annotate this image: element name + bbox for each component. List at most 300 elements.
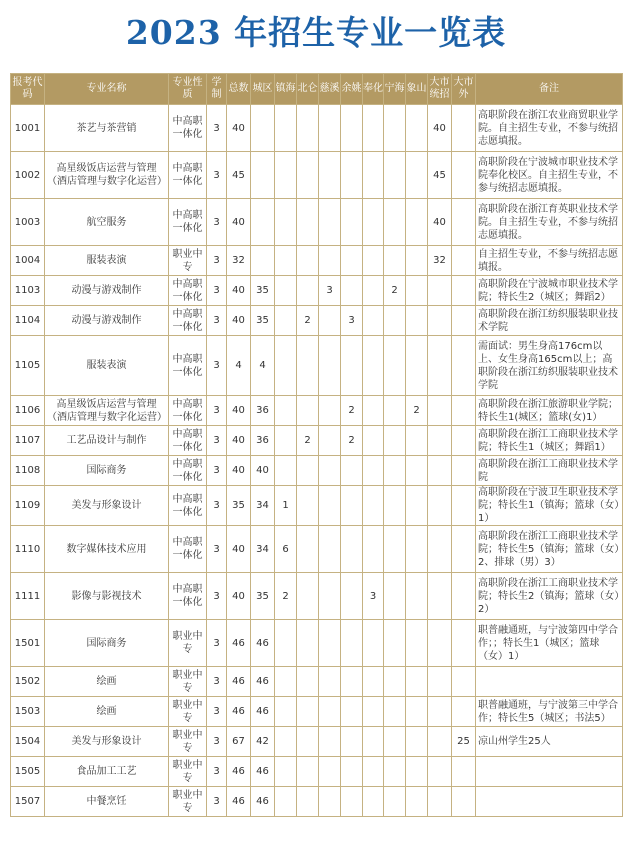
cell-outside: 25 — [452, 727, 476, 757]
cell-yuyao: 2 — [341, 396, 363, 426]
cell-total: 46 — [227, 697, 251, 727]
cell-fenghua — [363, 246, 384, 276]
cell-yuyao — [341, 199, 363, 246]
cell-city: 46 — [251, 697, 275, 727]
cell-beilun — [297, 667, 319, 697]
cell-city: 35 — [251, 276, 275, 306]
cell-note — [476, 757, 623, 787]
cell-beilun — [297, 199, 319, 246]
cell-name: 美发与形象设计 — [45, 727, 169, 757]
cell-xiangshan — [406, 787, 428, 817]
cell-kind: 中高职一体化 — [169, 486, 207, 526]
cell-zhenhai — [275, 787, 297, 817]
cell-zhenhai — [275, 697, 297, 727]
cell-ninghai — [384, 757, 406, 787]
cell-city: 34 — [251, 486, 275, 526]
cell-code: 1504 — [11, 727, 45, 757]
header-xiangshan: 象山 — [406, 74, 428, 105]
cell-years: 3 — [207, 306, 227, 336]
header-ninghai: 宁海 — [384, 74, 406, 105]
cell-note: 职普融通班，与宁波第四中学合作；；特长生1（城区；篮球（女）1） — [476, 620, 623, 667]
cell-xiangshan: 2 — [406, 396, 428, 426]
cell-beilun — [297, 727, 319, 757]
table-row — [11, 697, 623, 727]
cell-xiangshan — [406, 667, 428, 697]
cell-years: 3 — [207, 276, 227, 306]
cell-fenghua — [363, 620, 384, 667]
cell-note: 高职阶段在浙江工商职业技术学院；特长生2（镇海；篮球（女）2） — [476, 573, 623, 620]
cell-zhenhai — [275, 426, 297, 456]
cell-xiangshan — [406, 105, 428, 152]
cell-kind: 中高职一体化 — [169, 105, 207, 152]
cell-city-wide: 40 — [428, 199, 452, 246]
cell-kind: 中高职一体化 — [169, 199, 207, 246]
table-row — [11, 620, 623, 667]
cell-yuyao — [341, 757, 363, 787]
cell-cixi — [319, 336, 341, 396]
cell-zhenhai: 6 — [275, 526, 297, 573]
cell-cixi — [319, 306, 341, 336]
cell-zhenhai — [275, 396, 297, 426]
cell-ninghai — [384, 620, 406, 667]
cell-code: 1108 — [11, 456, 45, 486]
cell-city — [251, 199, 275, 246]
cell-total: 46 — [227, 787, 251, 817]
cell-zhenhai — [275, 667, 297, 697]
cell-yuyao — [341, 573, 363, 620]
table-row — [11, 526, 623, 573]
cell-city: 46 — [251, 757, 275, 787]
cell-note — [476, 667, 623, 697]
cell-beilun — [297, 526, 319, 573]
cell-city-wide — [428, 486, 452, 526]
header-fenghua: 奉化 — [363, 74, 384, 105]
cell-note: 凉山州学生25人 — [476, 727, 623, 757]
cell-beilun — [297, 246, 319, 276]
cell-yuyao: 3 — [341, 306, 363, 336]
cell-fenghua — [363, 526, 384, 573]
cell-years: 3 — [207, 727, 227, 757]
cell-beilun — [297, 396, 319, 426]
cell-fenghua — [363, 152, 384, 199]
cell-total: 40 — [227, 456, 251, 486]
cell-yuyao — [341, 246, 363, 276]
cell-name: 高星级饭店运营与管理（酒店管理与数字化运营） — [45, 396, 169, 426]
cell-code: 1001 — [11, 105, 45, 152]
cell-kind: 中高职一体化 — [169, 396, 207, 426]
header-beilun: 北仑 — [297, 74, 319, 105]
cell-zhenhai — [275, 727, 297, 757]
cell-cixi — [319, 456, 341, 486]
cell-ninghai — [384, 246, 406, 276]
cell-code: 1002 — [11, 152, 45, 199]
cell-outside — [452, 152, 476, 199]
cell-xiangshan — [406, 276, 428, 306]
cell-kind: 职业中专 — [169, 246, 207, 276]
cell-zhenhai — [275, 306, 297, 336]
header-yuyao: 余姚 — [341, 74, 363, 105]
cell-name: 茶艺与茶营销 — [45, 105, 169, 152]
cell-ninghai: 2 — [384, 276, 406, 306]
cell-note: 高职阶段在宁波城市职业技术学院；特长生2（城区；舞蹈2） — [476, 276, 623, 306]
table-row — [11, 667, 623, 697]
cell-cixi — [319, 199, 341, 246]
cell-city-wide — [428, 757, 452, 787]
cell-note: 自主招生专业，不参与统招志愿填报。 — [476, 246, 623, 276]
cell-total: 35 — [227, 486, 251, 526]
cell-city: 46 — [251, 620, 275, 667]
cell-cixi — [319, 526, 341, 573]
cell-beilun — [297, 456, 319, 486]
cell-name: 服装表演 — [45, 246, 169, 276]
cell-name: 美发与形象设计 — [45, 486, 169, 526]
cell-city-wide: 45 — [428, 152, 452, 199]
cell-name: 国际商务 — [45, 456, 169, 486]
cell-yuyao — [341, 336, 363, 396]
cell-beilun — [297, 105, 319, 152]
cell-city: 4 — [251, 336, 275, 396]
cell-cixi — [319, 152, 341, 199]
cell-kind: 中高职一体化 — [169, 426, 207, 456]
table-row — [11, 396, 623, 426]
cell-fenghua — [363, 456, 384, 486]
cell-code: 1106 — [11, 396, 45, 426]
cell-outside — [452, 199, 476, 246]
cell-cixi — [319, 573, 341, 620]
cell-yuyao — [341, 105, 363, 152]
cell-xiangshan — [406, 426, 428, 456]
cell-fenghua — [363, 336, 384, 396]
cell-city: 35 — [251, 573, 275, 620]
header-city: 城区 — [251, 74, 275, 105]
header-city-wide: 大市统招 — [428, 74, 452, 105]
table-row — [11, 306, 623, 336]
cell-zhenhai — [275, 199, 297, 246]
cell-total: 40 — [227, 426, 251, 456]
cell-beilun — [297, 697, 319, 727]
cell-note — [476, 787, 623, 817]
cell-ninghai — [384, 727, 406, 757]
table-row — [11, 573, 623, 620]
cell-fenghua — [363, 727, 384, 757]
table-row — [11, 787, 623, 817]
cell-name: 航空服务 — [45, 199, 169, 246]
cell-total: 45 — [227, 152, 251, 199]
cell-xiangshan — [406, 526, 428, 573]
cell-city-wide — [428, 306, 452, 336]
cell-yuyao: 2 — [341, 426, 363, 456]
cell-city-wide — [428, 697, 452, 727]
cell-city-wide: 40 — [428, 105, 452, 152]
cell-outside — [452, 787, 476, 817]
cell-beilun — [297, 757, 319, 787]
header-total: 总数 — [227, 74, 251, 105]
cell-years: 3 — [207, 105, 227, 152]
cell-years: 3 — [207, 336, 227, 396]
cell-code: 1109 — [11, 486, 45, 526]
cell-outside — [452, 620, 476, 667]
header-note: 备注 — [476, 74, 623, 105]
cell-yuyao — [341, 727, 363, 757]
cell-name: 动漫与游戏制作 — [45, 276, 169, 306]
cell-city: 46 — [251, 667, 275, 697]
table-row — [11, 105, 623, 152]
cell-cixi — [319, 757, 341, 787]
cell-ninghai — [384, 306, 406, 336]
cell-ninghai — [384, 456, 406, 486]
cell-fenghua — [363, 697, 384, 727]
cell-years: 3 — [207, 396, 227, 426]
cell-xiangshan — [406, 306, 428, 336]
cell-note: 职普融通班，与宁波第三中学合作；特长生5（城区；书法5） — [476, 697, 623, 727]
cell-xiangshan — [406, 486, 428, 526]
cell-ninghai — [384, 426, 406, 456]
cell-name: 动漫与游戏制作 — [45, 306, 169, 336]
cell-code: 1003 — [11, 199, 45, 246]
header-cixi: 慈溪 — [319, 74, 341, 105]
cell-city-wide — [428, 276, 452, 306]
cell-code: 1004 — [11, 246, 45, 276]
cell-kind: 职业中专 — [169, 667, 207, 697]
cell-code: 1505 — [11, 757, 45, 787]
table-row — [11, 456, 623, 486]
cell-years: 3 — [207, 757, 227, 787]
cell-yuyao — [341, 526, 363, 573]
cell-note: 高职阶段在浙江工商职业技术学院；特长生1（城区；舞蹈1） — [476, 426, 623, 456]
cell-years: 3 — [207, 456, 227, 486]
cell-zhenhai — [275, 246, 297, 276]
cell-yuyao — [341, 697, 363, 727]
cell-kind: 职业中专 — [169, 787, 207, 817]
cell-kind: 职业中专 — [169, 727, 207, 757]
cell-city-wide — [428, 526, 452, 573]
cell-xiangshan — [406, 757, 428, 787]
cell-note: 高职阶段在宁波城市职业技术学院奉化校区。自主招生专业，不参与统招志愿填报。 — [476, 152, 623, 199]
cell-years: 3 — [207, 697, 227, 727]
table-row — [11, 276, 623, 306]
cell-ninghai — [384, 336, 406, 396]
cell-note: 高职阶段在浙江旅游职业学院；特长生1(城区；篮球(女)1） — [476, 396, 623, 426]
cell-kind: 中高职一体化 — [169, 306, 207, 336]
cell-cixi — [319, 396, 341, 426]
cell-code: 1502 — [11, 667, 45, 697]
cell-years: 3 — [207, 152, 227, 199]
cell-ninghai — [384, 105, 406, 152]
cell-zhenhai: 2 — [275, 573, 297, 620]
cell-fenghua: 3 — [363, 573, 384, 620]
cell-years: 3 — [207, 620, 227, 667]
header-years: 学制 — [207, 74, 227, 105]
cell-city-wide — [428, 727, 452, 757]
cell-yuyao — [341, 152, 363, 199]
cell-note: 高职阶段在浙江工商职业技术学院 — [476, 456, 623, 486]
cell-outside — [452, 757, 476, 787]
cell-city-wide: 32 — [428, 246, 452, 276]
table-row — [11, 246, 623, 276]
cell-note: 高职阶段在浙江农业商贸职业学院。自主招生专业，不参与统招志愿填报。 — [476, 105, 623, 152]
cell-beilun: 2 — [297, 306, 319, 336]
cell-name: 绘画 — [45, 667, 169, 697]
cell-ninghai — [384, 667, 406, 697]
cell-total: 40 — [227, 276, 251, 306]
header-code: 报考代码 — [11, 74, 45, 105]
cell-total: 4 — [227, 336, 251, 396]
cell-beilun — [297, 620, 319, 667]
cell-xiangshan — [406, 620, 428, 667]
cell-cixi — [319, 246, 341, 276]
cell-ninghai — [384, 486, 406, 526]
cell-city-wide — [428, 336, 452, 396]
cell-fenghua — [363, 306, 384, 336]
cell-xiangshan — [406, 199, 428, 246]
cell-cixi — [319, 667, 341, 697]
cell-xiangshan — [406, 456, 428, 486]
cell-total: 40 — [227, 573, 251, 620]
cell-code: 1107 — [11, 426, 45, 456]
cell-outside — [452, 396, 476, 426]
cell-fenghua — [363, 396, 384, 426]
cell-years: 3 — [207, 526, 227, 573]
cell-total: 32 — [227, 246, 251, 276]
cell-kind: 中高职一体化 — [169, 456, 207, 486]
cell-city: 36 — [251, 396, 275, 426]
cell-beilun — [297, 152, 319, 199]
cell-code: 1105 — [11, 336, 45, 396]
cell-outside — [452, 276, 476, 306]
cell-ninghai — [384, 787, 406, 817]
cell-years: 3 — [207, 199, 227, 246]
cell-fenghua — [363, 276, 384, 306]
cell-fenghua — [363, 757, 384, 787]
cell-beilun — [297, 486, 319, 526]
cell-total: 67 — [227, 727, 251, 757]
cell-zhenhai — [275, 152, 297, 199]
cell-code: 1104 — [11, 306, 45, 336]
page-title: 2023 年招生专业一览表 — [125, 13, 507, 52]
cell-city-wide — [428, 573, 452, 620]
cell-ninghai — [384, 526, 406, 573]
cell-years: 3 — [207, 246, 227, 276]
cell-total: 46 — [227, 757, 251, 787]
cell-code: 1507 — [11, 787, 45, 817]
cell-city-wide — [428, 787, 452, 817]
cell-years: 3 — [207, 486, 227, 526]
cell-total: 46 — [227, 667, 251, 697]
cell-total: 40 — [227, 199, 251, 246]
cell-xiangshan — [406, 573, 428, 620]
cell-name: 服装表演 — [45, 336, 169, 396]
table-row — [11, 486, 623, 526]
cell-name: 绘画 — [45, 697, 169, 727]
cell-outside — [452, 306, 476, 336]
cell-city: 34 — [251, 526, 275, 573]
cell-kind: 中高职一体化 — [169, 336, 207, 396]
cell-xiangshan — [406, 727, 428, 757]
cell-city: 42 — [251, 727, 275, 757]
cell-city — [251, 246, 275, 276]
cell-city: 36 — [251, 426, 275, 456]
cell-city-wide — [428, 426, 452, 456]
table-row — [11, 426, 623, 456]
cell-yuyao — [341, 276, 363, 306]
cell-city: 40 — [251, 456, 275, 486]
cell-total: 40 — [227, 526, 251, 573]
cell-cixi — [319, 105, 341, 152]
cell-total: 40 — [227, 306, 251, 336]
cell-city: 46 — [251, 787, 275, 817]
cell-outside — [452, 486, 476, 526]
cell-note: 高职阶段在宁波卫生职业技术学院；特长生1（镇海；篮球（女）1） — [476, 486, 623, 526]
cell-zhenhai — [275, 757, 297, 787]
table-row — [11, 152, 623, 199]
cell-ninghai — [384, 697, 406, 727]
cell-beilun — [297, 787, 319, 817]
cell-note: 需面试：男生身高176cm以上、女生身高165cm以上；高职阶段在浙江纺织服装职业技术学院 — [476, 336, 623, 396]
cell-ninghai — [384, 199, 406, 246]
cell-fenghua — [363, 105, 384, 152]
cell-city: 35 — [251, 306, 275, 336]
cell-outside — [452, 456, 476, 486]
header-outside: 大市外 — [452, 74, 476, 105]
cell-kind: 职业中专 — [169, 697, 207, 727]
cell-fenghua — [363, 486, 384, 526]
cell-yuyao — [341, 620, 363, 667]
cell-city-wide — [428, 620, 452, 667]
table-row — [11, 727, 623, 757]
cell-city — [251, 105, 275, 152]
cell-name: 影像与影视技术 — [45, 573, 169, 620]
cell-fenghua — [363, 199, 384, 246]
cell-code: 1111 — [11, 573, 45, 620]
cell-name: 国际商务 — [45, 620, 169, 667]
cell-name: 工艺品设计与制作 — [45, 426, 169, 456]
cell-note: 高职阶段在浙江纺织服装职业技术学院 — [476, 306, 623, 336]
cell-beilun — [297, 276, 319, 306]
cell-fenghua — [363, 667, 384, 697]
cell-city — [251, 152, 275, 199]
cell-outside — [452, 105, 476, 152]
cell-cixi — [319, 620, 341, 667]
cell-kind: 职业中专 — [169, 757, 207, 787]
cell-code: 1503 — [11, 697, 45, 727]
header-name: 专业名称 — [45, 74, 169, 105]
cell-name: 中餐烹饪 — [45, 787, 169, 817]
cell-zhenhai — [275, 336, 297, 396]
cell-years: 3 — [207, 573, 227, 620]
cell-cixi — [319, 426, 341, 456]
cell-xiangshan — [406, 152, 428, 199]
cell-years: 3 — [207, 426, 227, 456]
cell-outside — [452, 336, 476, 396]
cell-beilun — [297, 573, 319, 620]
cell-cixi — [319, 787, 341, 817]
cell-xiangshan — [406, 336, 428, 396]
cell-outside — [452, 667, 476, 697]
cell-years: 3 — [207, 787, 227, 817]
cell-name: 食品加工工艺 — [45, 757, 169, 787]
cell-ninghai — [384, 573, 406, 620]
table-row — [11, 757, 623, 787]
cell-ninghai — [384, 152, 406, 199]
table-row — [11, 336, 623, 396]
cell-beilun — [297, 336, 319, 396]
cell-city-wide — [428, 456, 452, 486]
cell-zhenhai — [275, 620, 297, 667]
header-kind: 专业性质 — [169, 74, 207, 105]
cell-cixi: 3 — [319, 276, 341, 306]
cell-city-wide — [428, 667, 452, 697]
cell-yuyao — [341, 486, 363, 526]
